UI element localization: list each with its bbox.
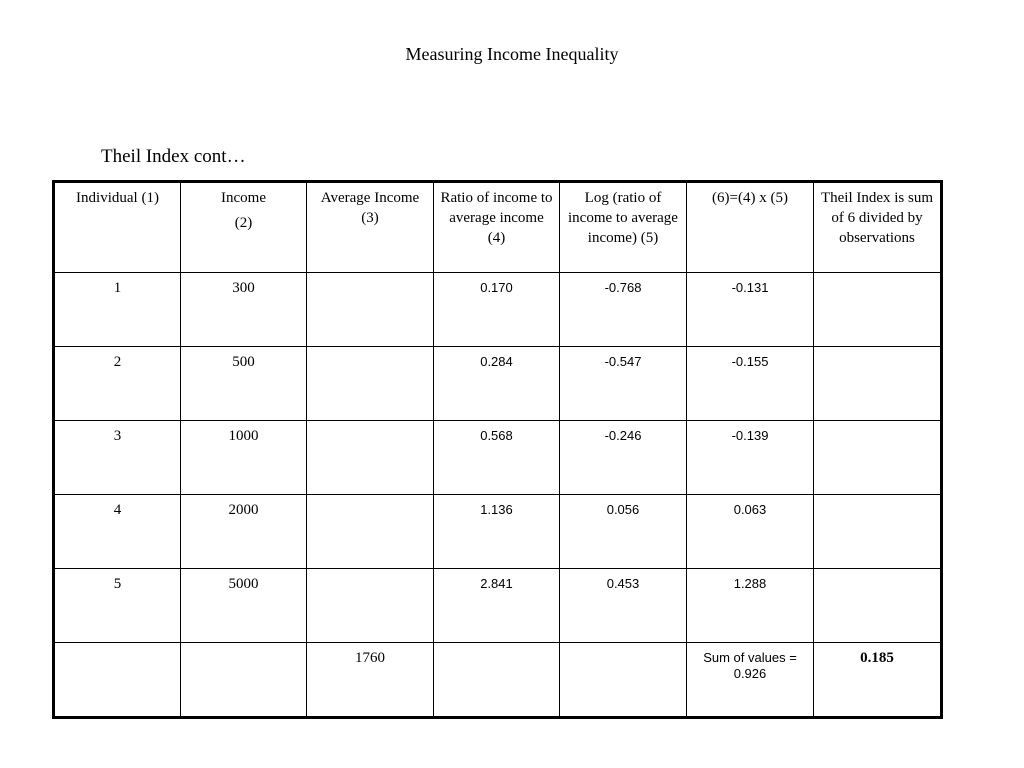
cell-average — [307, 421, 434, 495]
cell-ratio: 0.284 — [434, 347, 560, 421]
cell-ratio: 1.136 — [434, 495, 560, 569]
table-row — [54, 273, 942, 347]
table-row — [54, 421, 942, 495]
cell-ratio: 2.841 — [434, 569, 560, 643]
cell-individual: 2 — [54, 347, 181, 421]
cell-average — [307, 347, 434, 421]
table-totals-row — [54, 643, 942, 718]
cell-log: -0.768 — [560, 273, 687, 347]
header-income — [181, 182, 307, 273]
cell-product: -0.131 — [687, 273, 814, 347]
cell-theil — [814, 569, 942, 643]
cell-average — [307, 569, 434, 643]
header-theil-index: Theil Index is sum of 6 divided by observations — [814, 182, 942, 273]
cell-individual: 1 — [54, 273, 181, 347]
header-average-income: Average Income (3) — [307, 182, 434, 273]
cell-theil — [814, 273, 942, 347]
cell-log: 0.453 — [560, 569, 687, 643]
header-log-ratio: Log (ratio of income to average income) (5) — [560, 182, 687, 273]
cell-product: 0.063 — [687, 495, 814, 569]
section-subtitle: Theil Index cont… — [101, 146, 246, 167]
cell-income: 1000 — [181, 421, 307, 495]
cell-log: -0.547 — [560, 347, 687, 421]
cell-product: -0.139 — [687, 421, 814, 495]
table-row — [54, 569, 942, 643]
cell-individual: 3 — [54, 421, 181, 495]
total-ratio — [434, 643, 560, 718]
total-income — [181, 643, 307, 718]
cell-product: 1.288 — [687, 569, 814, 643]
cell-average — [307, 273, 434, 347]
cell-theil — [814, 421, 942, 495]
cell-log: -0.246 — [560, 421, 687, 495]
cell-average — [307, 495, 434, 569]
total-average-income: 1760 — [307, 643, 434, 718]
total-sum-of-values: Sum of values = 0.926 — [687, 643, 814, 718]
total-individual — [54, 643, 181, 718]
cell-income: 300 — [181, 273, 307, 347]
header-individual: Individual (1) — [54, 182, 181, 273]
cell-income: 2000 — [181, 495, 307, 569]
theil-index-table — [52, 180, 943, 719]
cell-individual: 4 — [54, 495, 181, 569]
cell-product: -0.155 — [687, 347, 814, 421]
table-row — [54, 495, 942, 569]
cell-ratio: 0.170 — [434, 273, 560, 347]
page-title: Measuring Income Inequality — [405, 44, 619, 64]
header-income-number: (2) — [234, 215, 253, 231]
header-product: (6)=(4) x (5) — [687, 182, 814, 273]
header-income-label: Income — [221, 190, 266, 206]
header-ratio: Ratio of income to average income (4) — [434, 182, 560, 273]
cell-theil — [814, 347, 942, 421]
cell-ratio: 0.568 — [434, 421, 560, 495]
cell-log: 0.056 — [560, 495, 687, 569]
total-log — [560, 643, 687, 718]
table-header-row — [54, 182, 942, 273]
cell-theil — [814, 495, 942, 569]
table-row — [54, 347, 942, 421]
cell-income: 5000 — [181, 569, 307, 643]
total-theil-index-value: 0.185 — [814, 643, 942, 718]
cell-individual: 5 — [54, 569, 181, 643]
cell-income: 500 — [181, 347, 307, 421]
